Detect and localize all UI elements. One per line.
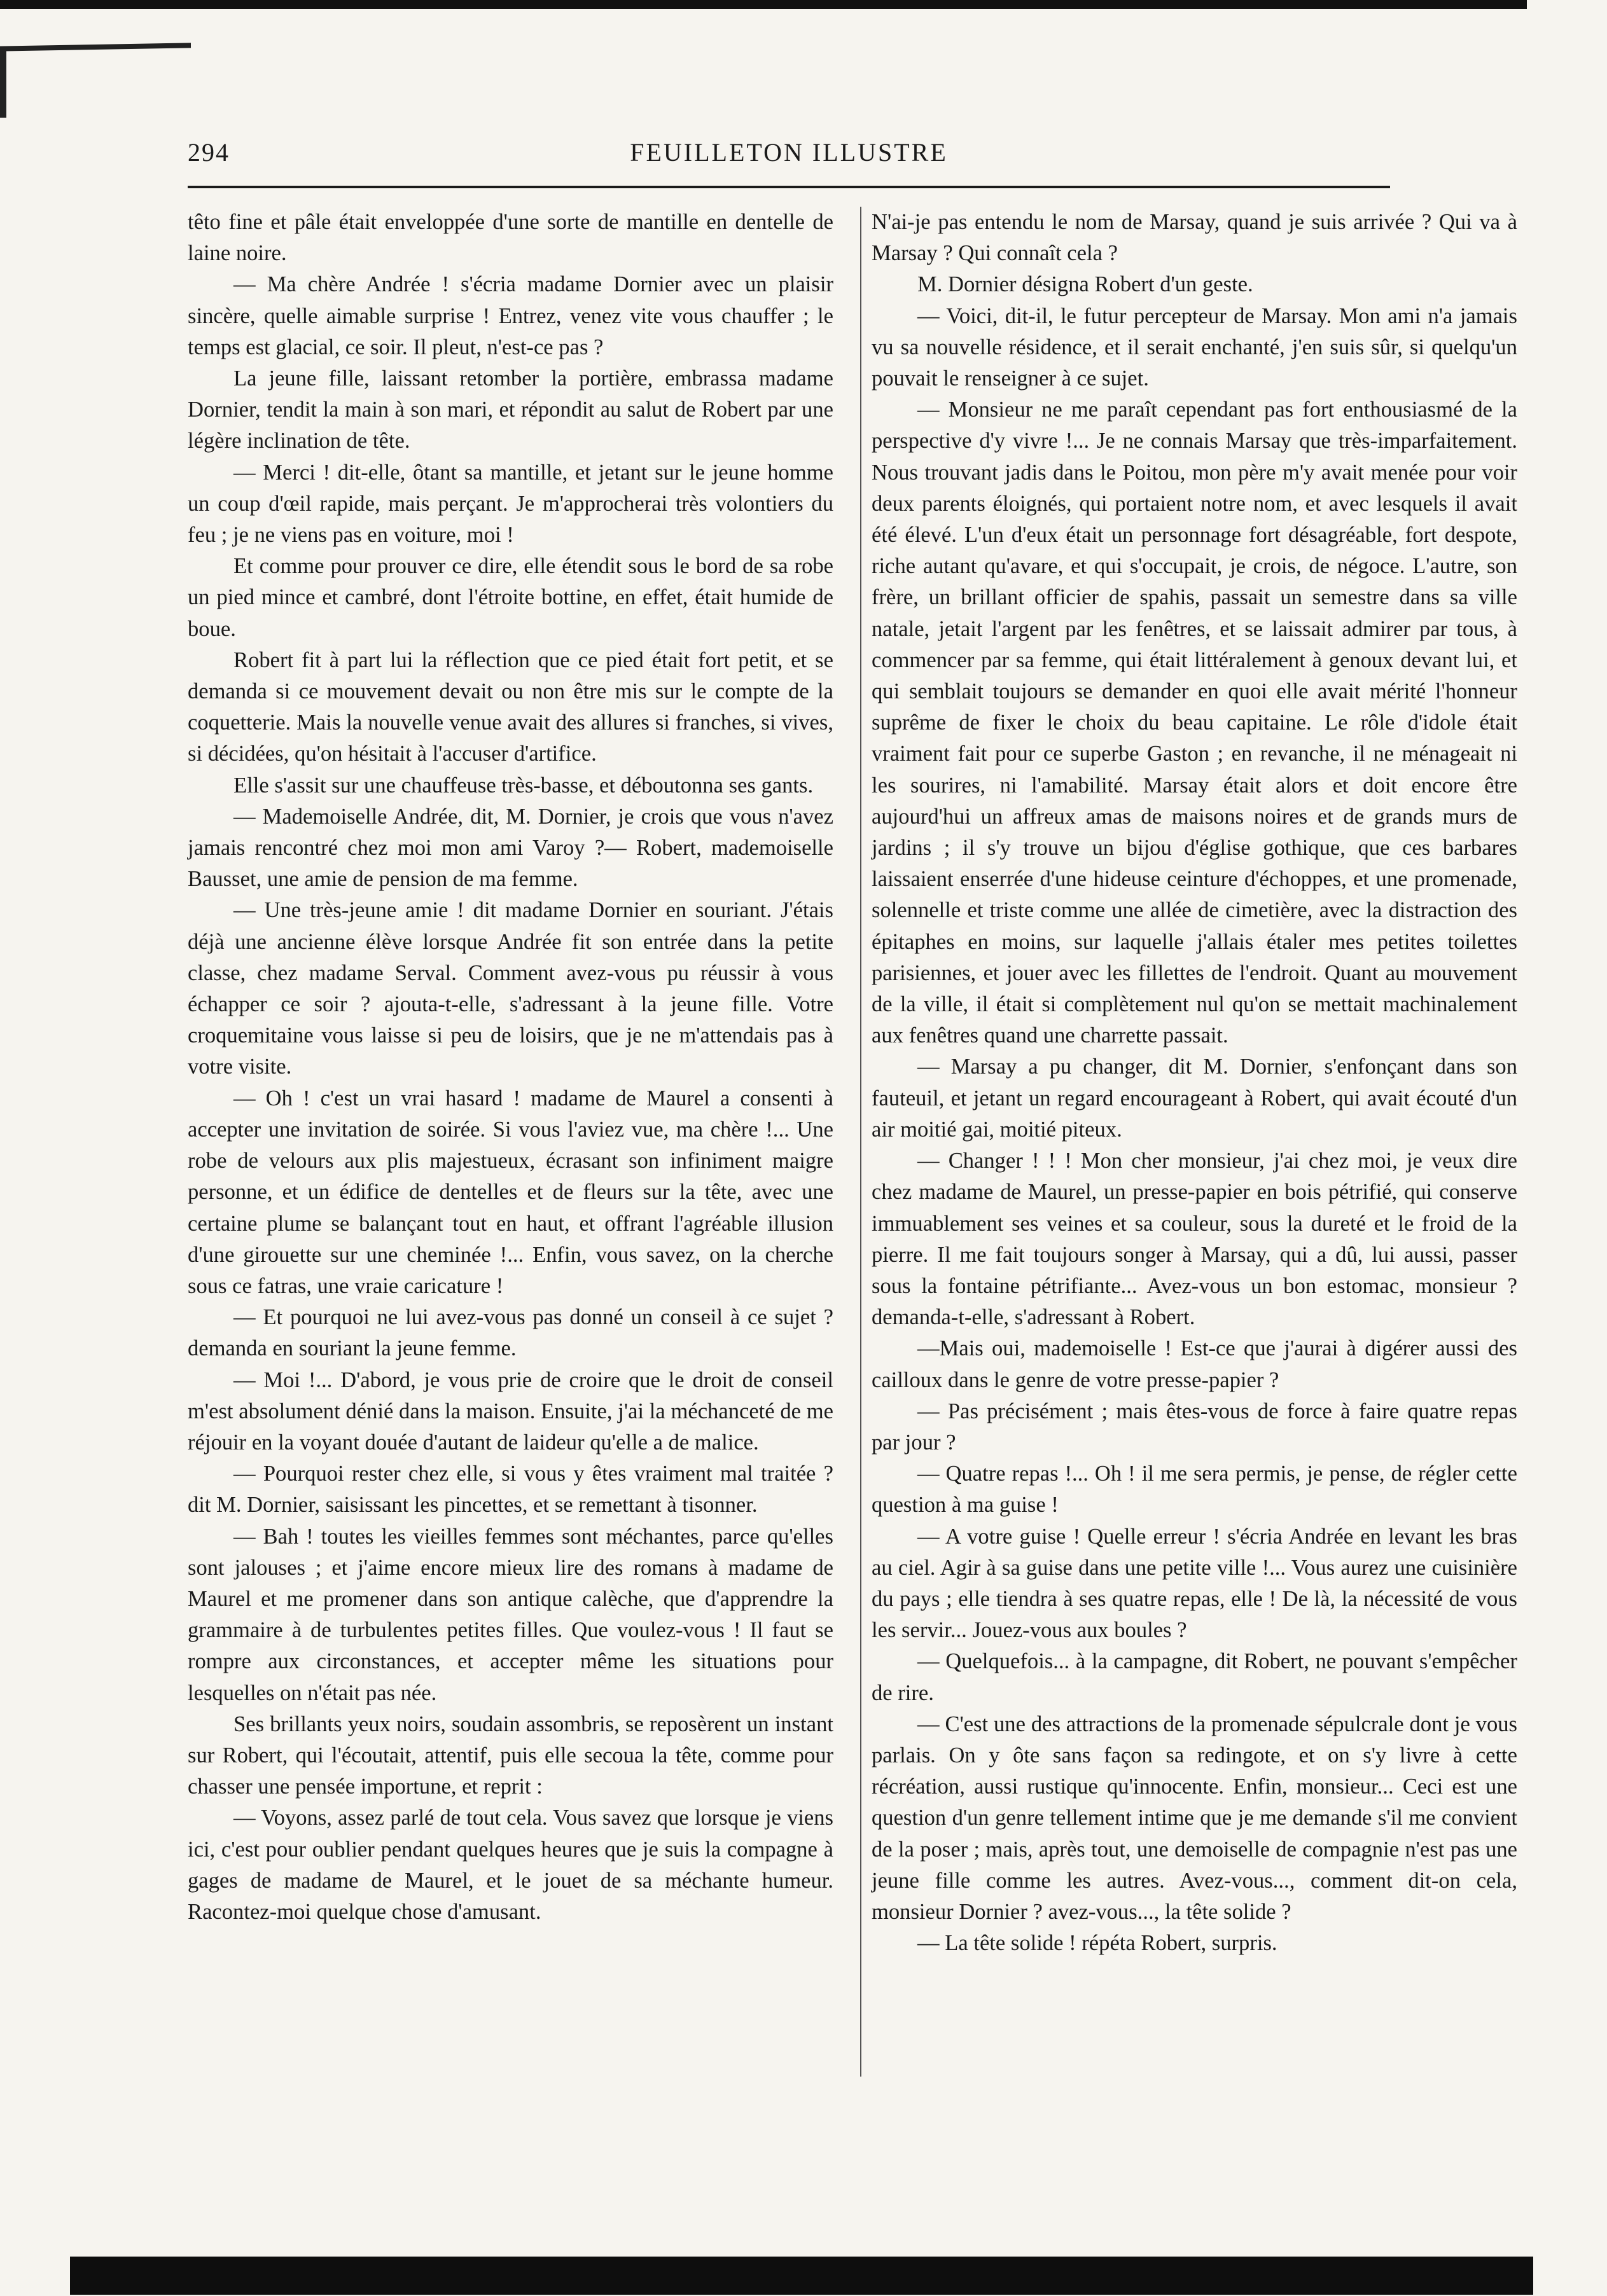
paragraph: N'ai-je pas entendu le nom de Marsay, quand je suis arrivée ? Qui va à Marsay ? Qui connaît cela ? [872, 210, 1517, 266]
paragraph: Elle s'assit sur une chauffeuse très-basse, et déboutonna ses gants. [233, 773, 814, 798]
paragraph: La jeune fille, laissant retomber la portière, embrassa madame Dornier, tendit la main à son mari, et répondit au salut de Robert par une légère inclination de tête. [188, 366, 833, 453]
paragraph: — Voyons, assez parlé de tout cela. Vous savez que lorsque je viens ici, c'est pour oublier pendant quelques heures que je suis la compagne à gages de madame de Maurel, et le jouet de sa méchante humeur. Racontez-moi quelque chose d'amusant. [188, 1806, 833, 1924]
corner-frame-edge [0, 48, 6, 118]
paragraph: — Mademoiselle Andrée, dit, M. Dornier, je crois que vous n'avez jamais rencontré chez moi mon ami Varoy ?— Robert, mademoiselle Bausset, une amie de pension de ma femme. [188, 804, 833, 892]
paragraph: — Et pourquoi ne lui avez-vous pas donné un conseil à ce sujet ? demanda en souriant la jeune femme. [188, 1305, 833, 1361]
bottom-frame-bar [70, 2257, 1533, 2295]
paragraph: — Oh ! c'est un vrai hasard ! madame de Maurel a consenti à accepter une invitation de soirée. Si vous l'aviez vue, ma chère !... Une robe de velours aux plis majestueux, écrasant son infiniment maigre personne, et un édifice de dentelles et de fleurs sur la tête, avec une certaine plume se balançant tout en haut, et offrant l'agréable illusion d'une girouette sur une cheminée !... Enfin, vous savez, on la cherche sous ce fatras, une vraie caricature ! [188, 1086, 833, 1298]
header-rule [188, 186, 1390, 188]
corner-frame-mark [0, 43, 191, 51]
paragraph: —Mais oui, mademoiselle ! Est-ce que j'aurai à digérer aussi des cailloux dans le genre de votre presse-papier ? [872, 1336, 1517, 1392]
paragraph: Robert fit à part lui la réflection que ce pied était fort petit, et se demanda si ce mouvement devait ou non être mis sur le compte de la coquetterie. Mais la nouvelle venue avait des allures si franches, si vives, si décidées, qu'on hésitait à l'accuser d'artifice. [188, 647, 833, 766]
paragraph: — Une très-jeune amie ! dit madame Dornier en souriant. J'étais déjà une ancienne élève lorsque Andrée fit son entrée dans la petite classe, chez madame Serval. Comment avez-vous pu réussir à vous échapper ce soir ? ajouta-t-elle, s'adressant à la jeune fille. Votre croquemitaine vous laisse si peu de loisirs, que je ne m'attendais pas à votre visite. [188, 898, 833, 1079]
paragraph: — Monsieur ne me paraît cependant pas fort enthousiasmé de la perspective d'y vivre !... Je ne connais Marsay que très-imparfaitement. Nous trouvant jadis dans le Poitou, mon père m'y avait menée pour voir deux parents éloignés, qui portaient notre nom, et avec lesquels il avait été élevé. L'un d'eux était un personnage fort désagréable, fort despote, riche autant qu'avare, et qui s'occupait, je crois, de négoce. L'autre, son frère, un brillant officier de spahis, passait un semestre dans sa ville natale, jetait l'argent par les fenêtres, et se laissait admirer par tous, à commencer par sa femme, qui était littéralement à genoux devant lui, et qui semblait toujours se demander en quoi elle avait mérité l'honneur suprême de fixer le choix du beau capitaine. Le rôle d'idole était vraiment fait pour ce superbe Gaston ; en revanche, il ne ménageait ni les sourires, ni l'amabilité. Marsay était alors et doit encore être aujourd'hui un affreux amas de maisons noires et de grands murs de jardins ; il s'y trouve un bijou d'église gothique, que ces barbares laissaient enserrée d'une hideuse ceinture d'échoppes, et une promenade, solennelle et triste comme une allée de cimetière, avec la distraction des épitaphes en moins, sur laquelle j'allais étaler mes petites toilettes parisiennes, et jouer avec les fillettes de l'endroit. Quant au mouvement de la ville, il était si complètement nul qu'on se mettait machinalement aux fenêtres quand une charrette passait. [872, 398, 1517, 1048]
paragraph: — Bah ! toutes les vieilles femmes sont méchantes, parce qu'elles sont jalouses ; et j'aime encore mieux lire des romans à madame de Maurel et me promener dans son antique calèche, que d'apprendre la grammaire à de turbulentes petites filles. Que voulez-vous ! Il faut se rompre aux circonstances, et accepter même les situations pour lesquelles on n'était pas née. [188, 1524, 833, 1705]
paragraph: — La tête solide ! répéta Robert, surpris. [917, 1931, 1277, 1956]
paragraph: — Quelquefois... à la campagne, dit Robert, ne pouvant s'empêcher de rire. [872, 1649, 1517, 1705]
paragraph: Ses brillants yeux noirs, soudain assombris, se reposèrent un instant sur Robert, qui l'écoutait, attentif, puis elle secoua la tête, comme pour chasser une pensée importune, et reprit : [188, 1712, 833, 1799]
paragraph: — Moi !... D'abord, je vous prie de croire que le droit de conseil m'est absolument dénié dans la maison. Ensuite, j'ai la méchanceté de me réjouir en la voyant douée d'autant de laideur qu'elle a de malice. [188, 1367, 833, 1455]
paragraph: — Voici, dit-il, le futur percepteur de Marsay. Mon ami n'a jamais vu sa nouvelle résidence, et il serait enchanté, j'en suis sûr, si quelqu'un pouvait le renseigner à ce sujet. [872, 303, 1517, 391]
paragraph: — Pas précisément ; mais êtes-vous de force à faire quatre repas par jour ? [872, 1399, 1517, 1455]
paragraph: — Pourquoi rester chez elle, si vous y êtes vraiment mal traitée ? dit M. Dornier, saisissant les pincettes, et se remettant à tisonner. [188, 1462, 833, 1518]
top-frame-bar [0, 0, 1527, 9]
page-number: 294 [188, 138, 230, 167]
left-column [188, 207, 833, 1928]
running-title: FEUILLETON ILLUSTRE [630, 138, 948, 167]
right-column [872, 207, 1517, 1959]
paragraph: — Ma chère Andrée ! s'écria madame Dornier avec un plaisir sincère, quelle aimable surprise ! Entrez, venez vite vous chauffer ; le temps est glacial, ce soir. Il pleut, n'est-ce pas ? [188, 272, 833, 359]
paragraph: — A votre guise ! Quelle erreur ! s'écria Andrée en levant les bras au ciel. Agir à sa guise dans une petite ville !... Vous aurez une cuisinière du pays ; elle tiendra à ses quatre repas, elle ! De là, la nécessité de vous les servir... Jouez-vous aux boules ? [872, 1524, 1517, 1643]
paragraph: M. Dornier désigna Robert d'un geste. [917, 272, 1253, 297]
paragraph: têto fine et pâle était enveloppée d'une sorte de mantille en dentelle de laine noire. [188, 210, 833, 266]
column-divider [860, 207, 861, 2077]
paragraph: Et comme pour prouver ce dire, elle étendit sous le bord de sa robe un pied mince et cambré, dont l'étroite bottine, en effet, était humide de boue. [188, 554, 833, 641]
paragraph: — C'est une des attractions de la promenade sépulcrale dont je vous parlais. On y ôte sans façon sa redingote, et on s'y livre à cette récréation, aussi rustique qu'innocente. Enfin, monsieur... Ceci est une question d'un genre tellement intime que je me demande s'il me convient de la poser ; mais, après tout, une demoiselle de compagnie n'est pas une jeune fille comme les autres. Avez-vous..., comment dit-on cela, monsieur Dornier ? avez-vous..., la tête solide ? [872, 1712, 1517, 1924]
paragraph: — Changer ! ! ! Mon cher monsieur, j'ai chez moi, je veux dire chez madame de Maurel, un presse-papier en bois pétrifié, qui conserve immuablement ses veines et sa couleur, sous la dureté et le froid de la pierre. Il me fait toujours songer à Marsay, qui a dû, lui aussi, passer sous la fontaine pétrifiante... Avez-vous un bon estomac, monsieur ? demanda-t-elle, s'adressant à Robert. [872, 1149, 1517, 1330]
page-header [188, 137, 1390, 182]
paragraph: — Marsay a pu changer, dit M. Dornier, s'enfonçant dans son fauteuil, et jetant un regard encourageant à Robert, qui avait écouté d'un air moitié gai, moitié piteux. [872, 1055, 1517, 1142]
paragraph: — Merci ! dit-elle, ôtant sa mantille, et jetant sur le jeune homme un coup d'œil rapide, mais perçant. Je m'approcherai très volontiers du feu ; je ne viens pas en voiture, moi ! [188, 460, 833, 548]
paragraph: — Quatre repas !... Oh ! il me sera permis, je pense, de régler cette question à ma guise ! [872, 1462, 1517, 1518]
